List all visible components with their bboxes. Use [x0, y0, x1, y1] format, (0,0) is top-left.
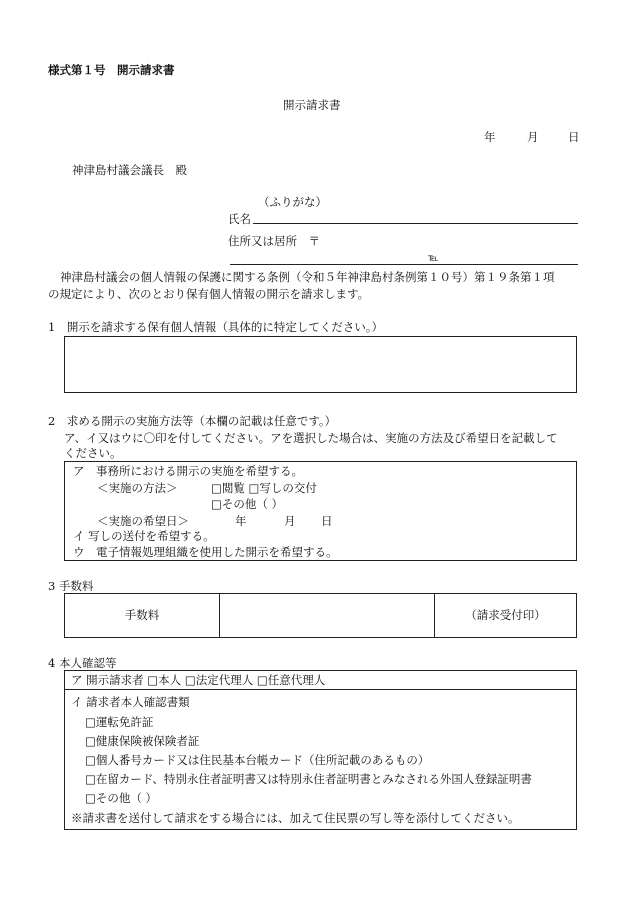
- section3-title: 3 手数料: [48, 579, 94, 593]
- date-day: 日: [321, 514, 333, 528]
- fee-label: 手数料: [124, 608, 160, 623]
- section2-note-line-1: ア、イ又はウに〇印を付してください。アを選択した場合は、実施の方法及び希望日を記載して: [64, 431, 558, 445]
- name-field[interactable]: [253, 223, 578, 224]
- identity-box: [64, 670, 577, 830]
- method-choice-2[interactable]: □その他（ ）: [211, 497, 284, 511]
- tel-label: ℡: [428, 253, 439, 264]
- doc-option[interactable]: □その他（ ）: [85, 791, 158, 805]
- intro-line-1: 神津島村議会の個人情報の保護に関する条例（令和５年神津島村条例第１０号）第１９条第１項: [60, 270, 555, 284]
- doc-option[interactable]: □健康保険被保険者証: [85, 734, 200, 748]
- date-label: ＜実施の希望日＞: [97, 514, 189, 528]
- method-choice-1[interactable]: □閲覧 □写しの交付: [211, 481, 317, 495]
- requested-info-box[interactable]: [64, 336, 577, 393]
- option-i[interactable]: イ 写しの送付を希望する。: [73, 529, 215, 543]
- month-label: 月: [527, 130, 539, 144]
- addressee: 神津島村議会議長 殿: [72, 163, 187, 177]
- date-month: 月: [284, 514, 296, 528]
- requester-row: [65, 671, 576, 690]
- docs-title: イ 請求者本人確認書類: [71, 695, 190, 709]
- day-label: 日: [568, 130, 580, 144]
- section2-note-line-2: ください。: [64, 446, 122, 460]
- fee-table: [64, 593, 577, 638]
- stamp-cell: [435, 594, 576, 637]
- date-year: 年: [235, 514, 247, 528]
- address-label: 住所又は居所 〒: [228, 234, 320, 248]
- requester-options[interactable]: ア 開示請求者 □本人 □法定代理人 □任意代理人: [71, 673, 326, 687]
- year-label: 年: [484, 130, 496, 144]
- doc-option[interactable]: □運転免許証: [85, 715, 154, 729]
- section4-title: 4 本人確認等: [48, 656, 117, 670]
- stamp-label: （請求受付印）: [465, 608, 546, 623]
- doc-option[interactable]: □在留カード、特別永住者証明書又は特別永住者証明書とみなされる外国人登録証明書: [85, 772, 532, 786]
- doc-option[interactable]: □個人番号カード又は住民基本台帳カード（住所記載のあるもの）: [85, 753, 430, 767]
- fee-label-cell: [65, 594, 220, 637]
- form-label: 様式第１号 開示請求書: [48, 63, 175, 77]
- method-label: ＜実施の方法＞: [97, 481, 178, 495]
- intro-line-2: の規定により、次のとおり保有個人情報の開示を請求します。: [48, 287, 370, 301]
- fee-value-cell[interactable]: [220, 594, 435, 637]
- name-label: 氏名: [228, 212, 251, 226]
- disclosure-method-box: [64, 461, 577, 561]
- section2-title: 2 求める開示の実施方法等（本欄の記載は任意です。）: [48, 414, 337, 428]
- option-a[interactable]: ア 事務所における開示の実施を希望する。: [73, 464, 303, 478]
- doc-title: 開示請求書: [283, 98, 341, 112]
- section1-title: 1 開示を請求する保有個人情報（具体的に特定してください。）: [48, 320, 384, 334]
- address-field[interactable]: [230, 264, 578, 265]
- furigana-label: （ふりがな）: [258, 195, 327, 209]
- option-u[interactable]: ウ 電子情報処理組織を使用した開示を希望する。: [73, 545, 338, 559]
- footnote: ※請求書を送付して請求をする場合には、加えて住民票の写し等を添付してください。: [71, 811, 520, 825]
